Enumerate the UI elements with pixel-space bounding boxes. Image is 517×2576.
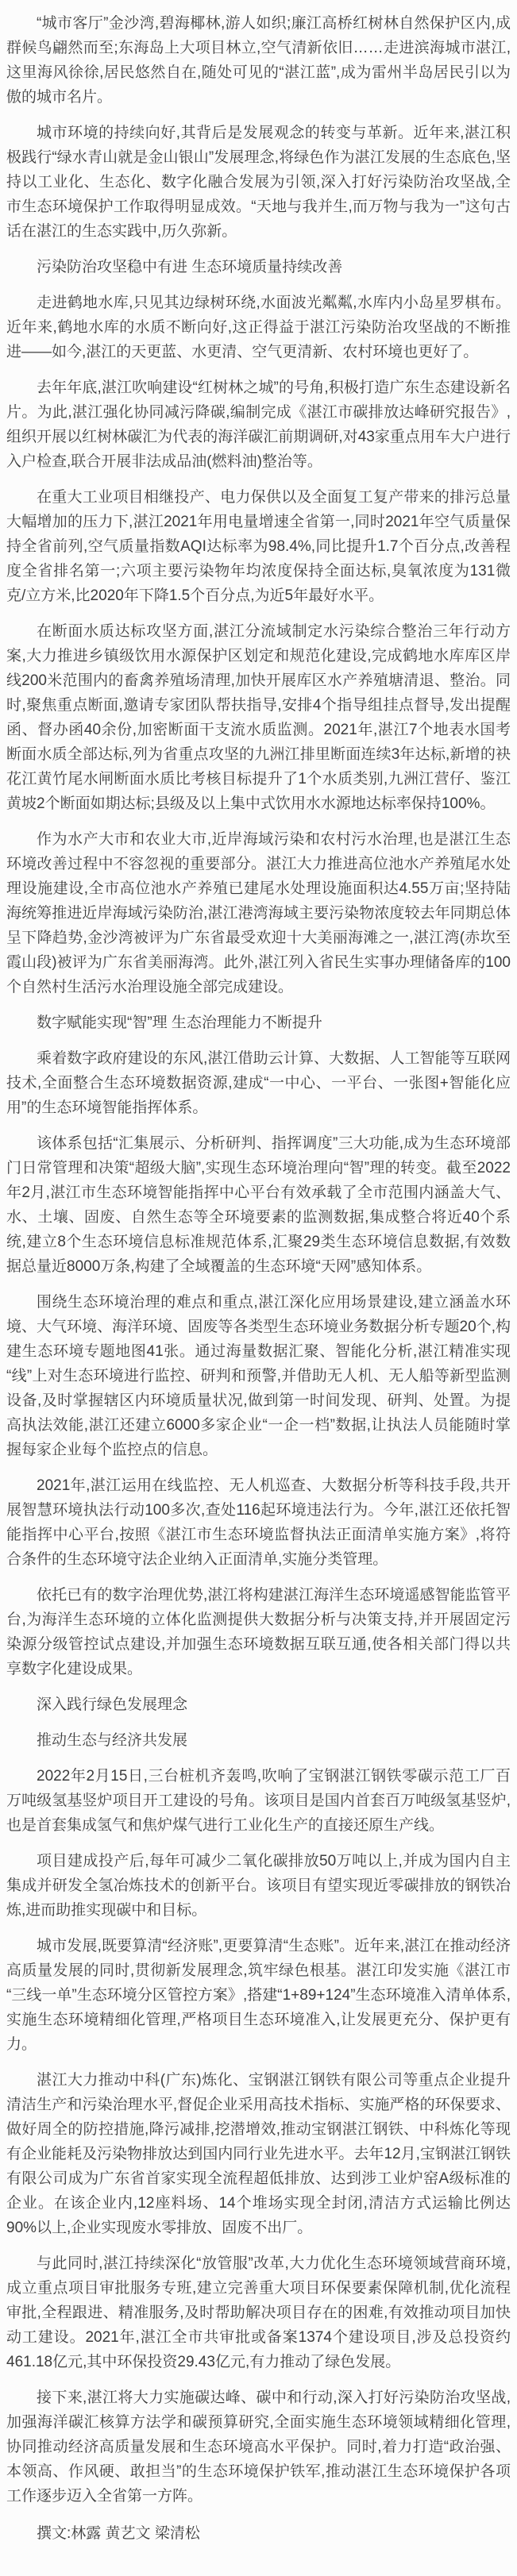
article-paragraph: 走进鹤地水库,只见其边绿树环绕,水面波光粼粼,水库内小岛星罗棋布。近年来,鹤地水库的水质不断向好,这正得益于湛江污染防治攻坚战的不断推进——如今,湛江的天更蓝、水更清、空气更清新、农村环境也更好了。 [6,295,511,360]
article-paragraph: 依托已有的数字治理优势,湛江将构建湛江海洋生态环境遥感智能监管平台,为海洋生态环境的立体化监测提供大数据分析与决策支持,并开展固定污染源分级管控试点建设,并加强生态环境数据互联互通,使各相关部门得以共享数字化建设成果。 [6,1587,511,1677]
section-heading: 污染防治攻坚稳中有进 生态环境质量持续改善 [37,259,343,275]
article-paragraph: 在重大工业项目相继投产、电力保供以及全面复工复产带来的排污总量大幅增加的压力下,湛江2021年用电量增速全省第一,同时2021年空气质量保持全省前列,空气质量指数AQI达标率为98.4%,同比提升1.7个百分点,改善程度全省排名第一;六项主要污染物年均浓度保持全面达标,臭氧浓度为131微克/立方米,比2020年下降1.5个百分点,为近5年最好水平。 [6,489,511,604]
article-paragraph: 2021年,湛江运用在线监控、无人机巡查、大数据分析等科技手段,共开展智慧环境执法行动100多次,查处116起环境违法行为。今年,湛江还依托智能指挥中心平台,按照《湛江市生态环境监督执法正面清单实施方案》,将符合条件的生态环境守法企业纳入正面清单,实施分类管理。 [6,1477,511,1568]
section-heading: 数字赋能实现“智”理 生态治理能力不断提升 [37,1015,322,1031]
article-paragraph: 该体系包括“汇集展示、分析研判、指挥调度”三大功能,成为生态环境部门日常管理和决策“超级大脑”,实现生态环境治理向“智”理的转变。截至2022年2月,湛江市生态环境智能指挥中心平台有效承载了全市范围内涵盖大气、水、土壤、固废、自然生态等全环境要素的监测数据,集成整合将近40个系统,建立8个生态环境信息标准规范体系,汇聚29类生态环境信息数据,有效数据总量近8000万条,构建了全域覆盖的生态环境“天网”感知体系。 [6,1135,511,1275]
article-paragraph: 在断面水质达标攻坚方面,湛江分流域制定水污染综合整治三年行动方案,大力推进乡镇级饮用水源保护区划定和规范化建设,完成鹤地水库库区岸线200米范围内的畜禽养殖场清理,加快开展库区水产养殖塘清退、整治。同时,聚焦重点断面,邀请专家团队帮扶指导,安排4个指导组挂点督导,发出提醒函、督办函40余份,加密断面干支流水质监测。2021年,湛江7个地表水国考断面水质全部达标,列为省重点攻坚的九洲江排里断面连续3年达标,新增的袂花江黄竹尾水闸断面水质比考核目标提升了1个水质类别,九洲江营仔、鉴江黄坡2个断面如期达标;县级及以上集中式饮用水水源地达标率保持100%。 [6,623,511,812]
article-paragraph: 接下来,湛江将大力实施碳达峰、碳中和行动,深入打好污染防治攻坚战,加强海洋碳汇核算方法学和碳预算研究,全面实施生态环境领域精细化管理,协同推动经济高质量发展和生态环境高水平保护。同时,着力打造“政治强、本领高、作风硬、敢担当”的生态环境保护铁军,推动湛江生态环境保护各项工作逐步迈入全省第一方阵。 [6,2389,511,2505]
article-paragraph: 围绕生态环境治理的难点和重点,湛江深化应用场景建设,建立涵盖水环境、大气环境、海洋环境、固废等各类型生态环境业务数据分析专题20个,构建生态环境专题地图41张。通过海量数据汇聚、智能化分析,湛江精准实现“线”上对生态环境进行监控、研判和预警,并借助无人机、无人船等新型监测设备,及时掌握辖区内环境质量状况,做到第一时间发现、研判、处置。为提高执法效能,湛江还建立6000多家企业“一企一档”数据,让执法人员能随时掌握每家企业每个监控点的信息。 [6,1294,511,1458]
article-paragraph: 城市发展,既要算清“经济账”,更要算清“生态账”。近年来,湛江在推动经济高质量发展的同时,贯彻新发展理念,筑牢绿色根基。湛江印发实施《湛江市“三线一单”生态环境分区管控方案》,搭建“1+89+124”生态环境准入清单体系,实施生态环境精细化管理,严格项目生态环境准入,让发展更充分、保护更有力。 [6,1938,511,2053]
article-paragraph: 湛江大力推动中科(广东)炼化、宝钢湛江钢铁有限公司等重点企业提升清洁生产和污染治理水平,督促企业采用高技术指标、实施严格的环保要求、做好周全的防控措施,降污减排,挖潜增效,推动宝钢湛江钢铁、中科炼化等现有企业能耗及污染物排放达到国内同行业先进水平。去年12月,宝钢湛江钢铁有限公司成为广东省首家实现全流程超低排放、达到涉工业炉窑A级标准的企业。在该企业内,12座料场、14个堆场实现全封闭,清洁方式运输比例达90%以上,企业实现废水零排放、固废不出厂。 [6,2072,511,2236]
article-paragraph: 城市环境的持续向好,其背后是发展观念的转变与革新。近年来,湛江积极践行“绿水青山就是金山银山”发展理念,将绿色作为湛江发展的生态底色,坚持以工业化、生态化、数字化融合发展为引领,深入打好污染防治攻坚战,全市生态环境保护工作取得明显成效。“天地与我并生,而万物与我为一”这句古话在湛江的生态实践中,历久弥新。 [6,125,511,240]
article-paragraph: 乘着数字政府建设的东风,湛江借助云计算、大数据、人工智能等互联网技术,全面整合生态环境数据资源,建成“一中心、一平台、一张图+智能化应用”的生态环境智能指挥体系。 [6,1050,511,1116]
article-paragraph: 作为水产大市和农业大市,近岸海域污染和农村污水治理,也是湛江生态环境改善过程中不容忽视的重要部分。湛江大力推进高位池水产养殖尾水处理设施建设,全市高位池水产养殖已建尾水处理设施面积达4.55万亩;坚持陆海统筹推进近岸海域污染防治,湛江港湾海域主要污染物浓度较去年同期总体呈下降趋势,金沙湾被评为广东省最受欢迎十大美丽海滩之一,湛江湾(赤坎至霞山段)被评为广东省美丽海湾。此外,湛江列入省民生实事办理储备库的100个自然村生活污水治理设施全部完成建设。 [6,831,511,995]
article-paragraph: 去年年底,湛江吹响建设“红树林之城”的号角,积极打造广东生态建设新名片。为此,湛江强化协同减污降碳,编制完成《湛江市碳排放达峰研究报告》,组织开展以红树林碳汇为代表的海洋碳汇前期调研,对43家重点用车大户进行入户检查,联合开展非法成品油(燃料油)整治等。 [6,379,511,470]
section-heading: 推动生态与经济共发展 [37,1732,188,1749]
article-byline: 撰文:林露 黄艺文 梁清松 [37,2525,200,2542]
article-paragraph: 与此同时,湛江持续深化“放管服”改革,大力优化生态环境领域营商环境,成立重点项目审批服务专班,建立完善重大项目环保要素保障机制,优化流程审批,全程跟进、精准服务,及时帮助解决项目存在的困难,有效推动项目加快动工建设。2021年,湛江全市共审批或备案1374个建设项目,涉及总投资约461.18亿元,其中环保投资29.43亿元,有力推动了绿色发展。 [6,2255,511,2370]
article-paragraph: “城市客厅”金沙湾,碧海椰林,游人如织;廉江高桥红树林自然保护区内,成群候鸟翩然而至;东海岛上大项目林立,空气清新依旧……走进滨海城市湛江,这里海风徐徐,居民悠然自在,随处可见的“湛江蓝”,成为雷州半岛居民引以为傲的城市名片。 [6,15,511,106]
article-paragraph: 项目建成投产后,每年可减少二氧化碳排放50万吨以上,并成为国内自主集成并研发全氢冶炼技术的创新平台。该项目有望实现近零碳排放的钢铁冶炼,进而助推实现碳中和目标。 [6,1853,511,1919]
article-paragraph: 2022年2月15日,三台桩机齐轰鸣,吹响了宝钢湛江钢铁零碳示范工厂百万吨级氢基竖炉项目开工建设的号角。该项目是国内首套百万吨级氢基竖炉,也是首套集成氢气和焦炉煤气进行工业化生产的直接还原生产线。 [6,1768,511,1834]
section-heading: 深入践行绿色发展理念 [37,1696,188,1713]
